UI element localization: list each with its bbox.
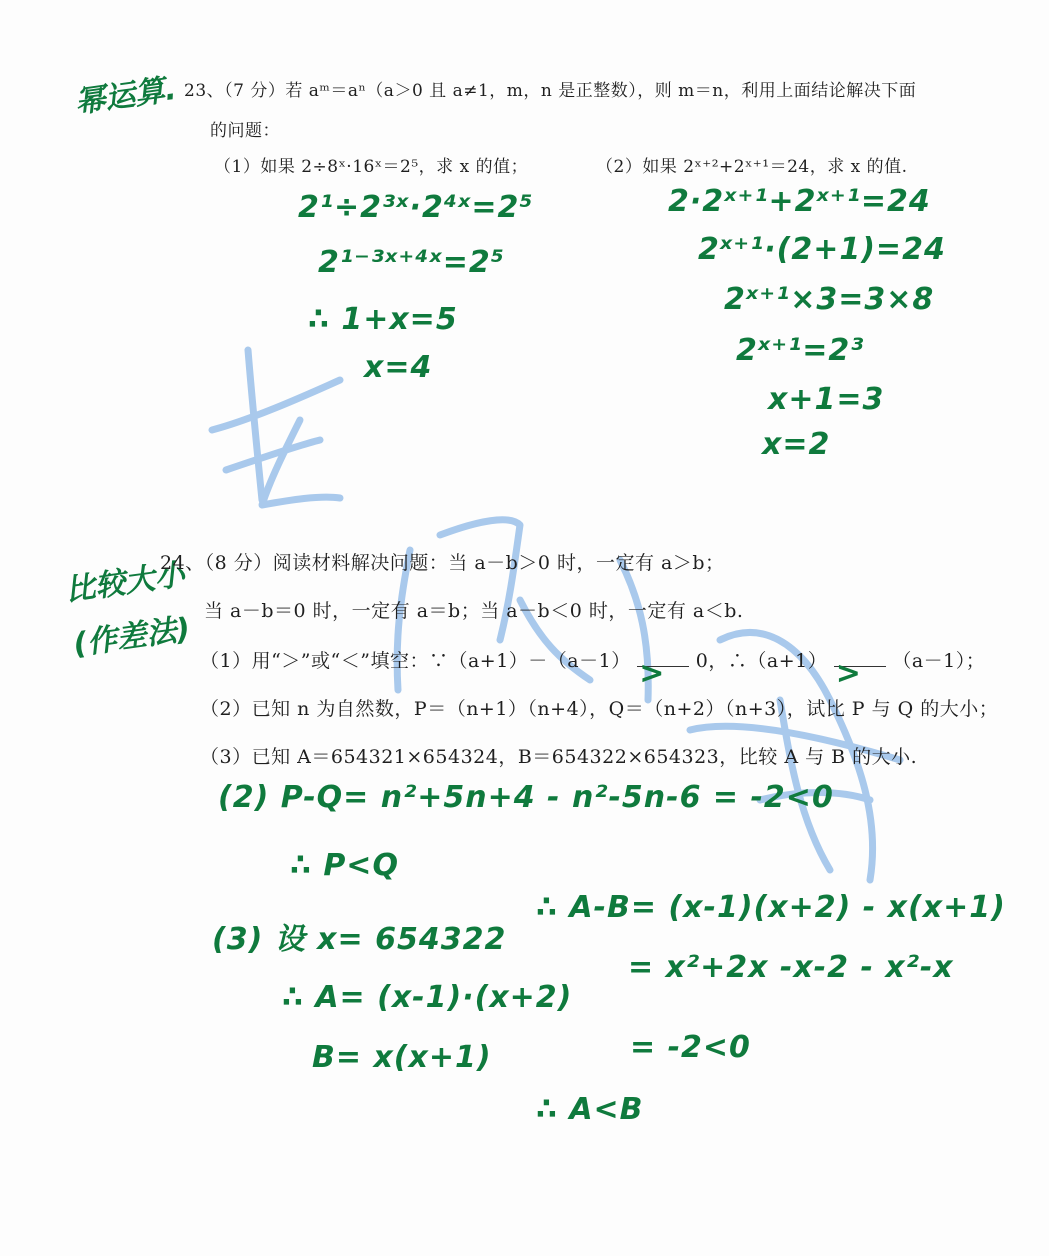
- q23-work2-line4: 2ˣ⁺¹=2³: [736, 333, 865, 368]
- q23-part1: （1）如果 2÷8ˣ·16ˣ＝2⁵，求 x 的值；: [214, 157, 529, 177]
- q23-topic-note: 幂运算.: [73, 71, 179, 121]
- q24-part1: [200, 646, 986, 691]
- q24-work3-right-line4: ∴ A<B: [536, 1092, 644, 1127]
- q23-work1-line2: 2¹⁻³ˣ⁺⁴ˣ=2⁵: [318, 245, 505, 280]
- q24-work3-right-line1: ∴ A-B= (x-1)(x+2) - x(x+1): [536, 890, 1006, 925]
- q23-work2-line6: x=2: [762, 427, 831, 462]
- q24-work2-line1: (2) P-Q= n²+5n+4 - n²-5n-6 = -2<0: [218, 780, 834, 815]
- q24-work3-right-line3: = -2<0: [630, 1030, 751, 1065]
- q24-blank2-answer: >: [835, 656, 862, 691]
- q24-stem-line1: 24、（8 分）阅读材料解决问题：当 a－b＞0 时，一定有 a＞b；: [160, 552, 725, 574]
- q24-topic-note-line1: 比较大小: [63, 557, 187, 609]
- q23-part2: （2）如果 2ˣ⁺²+2ˣ⁺¹＝24，求 x 的值.: [596, 157, 908, 177]
- q24-work3-right-line2: = x²+2x -x-2 - x²-x: [628, 950, 954, 985]
- q24-part1-text-b: 0，∴（a+1）: [695, 650, 828, 672]
- q24-work3-left-line2: ∴ A= (x-1)·(x+2): [282, 980, 573, 1015]
- q23-work2-line5: x+1=3: [768, 382, 885, 417]
- q24-blank2: [834, 656, 886, 691]
- q24-work3-left-line1: (3) 设 x= 654322: [212, 922, 507, 957]
- q23-stem-line2: 的问题：: [210, 121, 280, 141]
- q23-work2-line1: 2·2ˣ⁺¹+2ˣ⁺¹=24: [668, 184, 931, 219]
- q24-part2: （2）已知 n 为自然数，P＝（n+1）（n+4），Q＝（n+2）（n+3），试比 P 与 Q 的大小；: [200, 698, 999, 720]
- q24-part1-text-c: （a－1）；: [892, 650, 986, 672]
- q23-work1-line1: 2¹÷2³ˣ·2⁴ˣ=2⁵: [298, 190, 534, 225]
- q24-part1-text-a: （1）用“＞”或“＜”填空：∵（a+1）－（a－1）: [200, 650, 631, 672]
- q23-work1-line3: ∴ 1+x=5: [308, 302, 458, 337]
- q23-stem-line1: 23、（7 分）若 aᵐ＝aⁿ（a＞0 且 a≠1，m，n 是正整数），则 m＝n，利用上面结论解决下面: [184, 81, 917, 101]
- q24-work2-line2: ∴ P<Q: [290, 848, 399, 883]
- q24-blank1-answer: >: [639, 656, 665, 691]
- q23-work1-line4: x=4: [364, 350, 433, 385]
- q24-blank1: [637, 656, 689, 691]
- q24-topic-note-line2: (作差法): [71, 611, 193, 663]
- q23-work2-line2: 2ˣ⁺¹·(2+1)=24: [698, 232, 946, 267]
- q24-stem-line2: 当 a－b＝0 时，一定有 a＝b；当 a－b＜0 时，一定有 a＜b.: [204, 600, 744, 622]
- q24-work3-left-line3: B= x(x+1): [312, 1040, 492, 1075]
- q23-work2-line3: 2ˣ⁺¹×3=3×8: [724, 282, 935, 317]
- q24-part3: （3）已知 A＝654321×654324，B＝654322×654323，比较 A 与 B 的大小.: [200, 746, 918, 768]
